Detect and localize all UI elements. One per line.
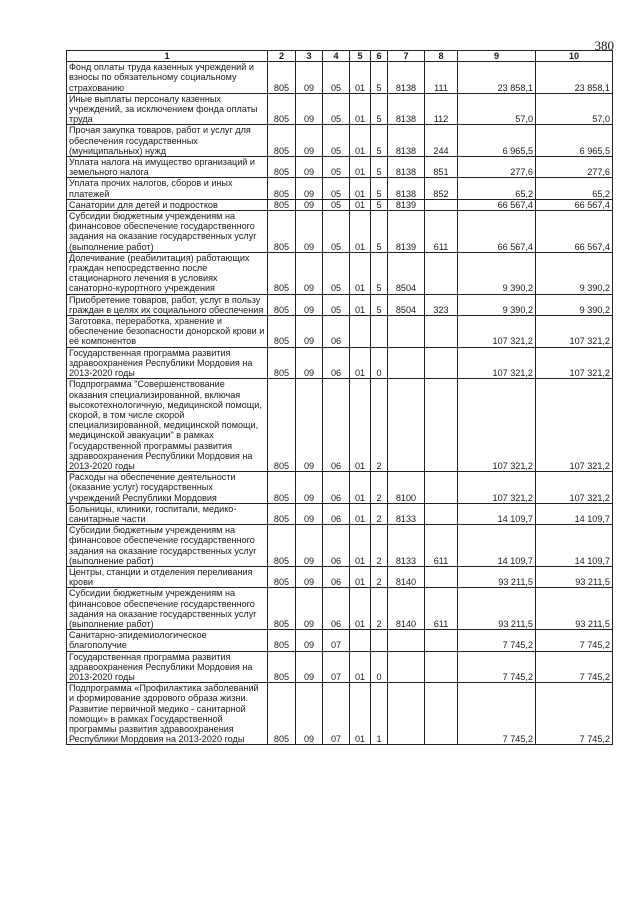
code-cell: 805 bbox=[268, 93, 296, 125]
code-cell: 805 bbox=[268, 651, 296, 683]
code-cell: 8504 bbox=[388, 294, 425, 315]
code-cell: 8138 bbox=[388, 125, 425, 157]
code-cell: 805 bbox=[268, 294, 296, 315]
amount-cell: 65,2 bbox=[458, 178, 536, 199]
code-cell: 8139 bbox=[388, 211, 425, 253]
code-cell: 5 bbox=[371, 62, 388, 94]
amount-cell: 7 745,2 bbox=[458, 630, 536, 651]
code-cell: 8100 bbox=[388, 472, 425, 504]
code-cell: 09 bbox=[296, 93, 323, 125]
header-cell: 3 bbox=[296, 51, 323, 62]
code-cell: 5 bbox=[371, 93, 388, 125]
code-cell bbox=[388, 316, 425, 348]
code-cell: 06 bbox=[323, 525, 350, 567]
code-cell: 09 bbox=[296, 566, 323, 587]
code-cell: 09 bbox=[296, 211, 323, 253]
code-cell bbox=[388, 347, 425, 379]
amount-cell: 107 321,2 bbox=[458, 347, 536, 379]
amount-cell: 9 390,2 bbox=[458, 252, 536, 294]
code-cell: 05 bbox=[323, 211, 350, 253]
header-cell: 1 bbox=[67, 51, 268, 62]
amount-cell: 93 211,5 bbox=[458, 588, 536, 630]
code-cell: 01 bbox=[350, 347, 371, 379]
header-cell: 2 bbox=[268, 51, 296, 62]
row-name-cell: Уплата налога на имущество организаций и земельного налога bbox=[67, 157, 268, 178]
code-cell bbox=[425, 566, 458, 587]
code-cell: 01 bbox=[350, 93, 371, 125]
code-cell bbox=[350, 630, 371, 651]
row-name-cell: Долечивание (реабилитация) работающих граждан непосредственно после стационарного лечения в условиях санаторно-курортного учреждения bbox=[67, 252, 268, 294]
code-cell: 05 bbox=[323, 62, 350, 94]
code-cell bbox=[425, 347, 458, 379]
code-cell: 8138 bbox=[388, 157, 425, 178]
code-cell: 805 bbox=[268, 683, 296, 745]
code-cell: 805 bbox=[268, 630, 296, 651]
code-cell: 09 bbox=[296, 651, 323, 683]
amount-cell: 66 567,4 bbox=[536, 199, 613, 210]
code-cell: 09 bbox=[296, 316, 323, 348]
code-cell: 2 bbox=[371, 472, 388, 504]
table-row bbox=[67, 125, 613, 157]
code-cell: 2 bbox=[371, 379, 388, 472]
code-cell: 09 bbox=[296, 125, 323, 157]
code-cell: 805 bbox=[268, 199, 296, 210]
code-cell: 07 bbox=[323, 683, 350, 745]
code-cell bbox=[388, 630, 425, 651]
table-row bbox=[67, 157, 613, 178]
code-cell: 09 bbox=[296, 503, 323, 524]
header-cell: 4 bbox=[323, 51, 350, 62]
code-cell bbox=[350, 316, 371, 348]
amount-cell: 65,2 bbox=[536, 178, 613, 199]
table-row bbox=[67, 472, 613, 504]
code-cell: 01 bbox=[350, 566, 371, 587]
row-name-cell: Уплата прочих налогов, сборов и иных платежей bbox=[67, 178, 268, 199]
header-cell: 10 bbox=[536, 51, 613, 62]
row-name-cell: Государственная программа развития здравоохранения Республики Мордовия на 2013-2020 годы bbox=[67, 651, 268, 683]
code-cell: 05 bbox=[323, 294, 350, 315]
table-row bbox=[67, 211, 613, 253]
code-cell: 805 bbox=[268, 316, 296, 348]
code-cell: 05 bbox=[323, 178, 350, 199]
code-cell bbox=[425, 651, 458, 683]
code-cell: 611 bbox=[425, 588, 458, 630]
code-cell: 5 bbox=[371, 211, 388, 253]
code-cell bbox=[425, 503, 458, 524]
code-cell: 06 bbox=[323, 503, 350, 524]
amount-cell: 14 109,7 bbox=[536, 525, 613, 567]
code-cell: 8138 bbox=[388, 93, 425, 125]
code-cell: 01 bbox=[350, 294, 371, 315]
code-cell: 5 bbox=[371, 294, 388, 315]
table-row bbox=[67, 62, 613, 94]
code-cell: 805 bbox=[268, 525, 296, 567]
code-cell: 09 bbox=[296, 294, 323, 315]
table-row bbox=[67, 316, 613, 348]
amount-cell: 14 109,7 bbox=[536, 503, 613, 524]
code-cell: 0 bbox=[371, 651, 388, 683]
code-cell: 5 bbox=[371, 125, 388, 157]
table-row bbox=[67, 178, 613, 199]
amount-cell: 107 321,2 bbox=[536, 347, 613, 379]
code-cell: 01 bbox=[350, 178, 371, 199]
code-cell: 0 bbox=[371, 347, 388, 379]
code-cell: 06 bbox=[323, 379, 350, 472]
header-cell: 5 bbox=[350, 51, 371, 62]
table-row bbox=[67, 630, 613, 651]
code-cell: 01 bbox=[350, 588, 371, 630]
code-cell: 06 bbox=[323, 588, 350, 630]
amount-cell: 107 321,2 bbox=[536, 316, 613, 348]
code-cell bbox=[371, 316, 388, 348]
code-cell bbox=[425, 252, 458, 294]
amount-cell: 7 745,2 bbox=[458, 683, 536, 745]
code-cell: 805 bbox=[268, 252, 296, 294]
table-row bbox=[67, 199, 613, 210]
amount-cell: 7 745,2 bbox=[536, 651, 613, 683]
row-name-cell: Санатории для детей и подростков bbox=[67, 199, 268, 210]
page-number: 380 bbox=[594, 38, 614, 53]
code-cell: 01 bbox=[350, 651, 371, 683]
code-cell: 01 bbox=[350, 62, 371, 94]
amount-cell: 14 109,7 bbox=[458, 525, 536, 567]
code-cell: 09 bbox=[296, 472, 323, 504]
code-cell: 611 bbox=[425, 525, 458, 567]
code-cell: 8138 bbox=[388, 178, 425, 199]
code-cell: 06 bbox=[323, 472, 350, 504]
amount-cell: 107 321,2 bbox=[458, 379, 536, 472]
header-cell: 7 bbox=[388, 51, 425, 62]
code-cell: 805 bbox=[268, 62, 296, 94]
amount-cell: 9 390,2 bbox=[458, 294, 536, 315]
code-cell: 852 bbox=[425, 178, 458, 199]
code-cell bbox=[388, 651, 425, 683]
code-cell: 5 bbox=[371, 252, 388, 294]
code-cell: 8140 bbox=[388, 588, 425, 630]
amount-cell: 66 567,4 bbox=[458, 211, 536, 253]
code-cell: 01 bbox=[350, 503, 371, 524]
code-cell bbox=[425, 199, 458, 210]
code-cell: 01 bbox=[350, 199, 371, 210]
table-row bbox=[67, 525, 613, 567]
code-cell: 05 bbox=[323, 252, 350, 294]
code-cell: 01 bbox=[350, 379, 371, 472]
table-row bbox=[67, 503, 613, 524]
amount-cell: 66 567,4 bbox=[458, 199, 536, 210]
code-cell: 05 bbox=[323, 157, 350, 178]
code-cell: 09 bbox=[296, 199, 323, 210]
code-cell: 07 bbox=[323, 630, 350, 651]
table-row bbox=[67, 347, 613, 379]
header-row bbox=[67, 51, 613, 62]
amount-cell: 6 965,5 bbox=[458, 125, 536, 157]
code-cell bbox=[425, 316, 458, 348]
amount-cell: 57,0 bbox=[536, 93, 613, 125]
code-cell: 09 bbox=[296, 588, 323, 630]
code-cell: 851 bbox=[425, 157, 458, 178]
amount-cell: 93 211,5 bbox=[458, 566, 536, 587]
code-cell: 09 bbox=[296, 178, 323, 199]
code-cell: 01 bbox=[350, 252, 371, 294]
row-name-cell: Приобретение товаров, работ, услуг в пользу граждан в целях их социального обеспечения bbox=[67, 294, 268, 315]
amount-cell: 7 745,2 bbox=[458, 651, 536, 683]
code-cell bbox=[425, 630, 458, 651]
code-cell bbox=[388, 683, 425, 745]
code-cell: 01 bbox=[350, 211, 371, 253]
amount-cell: 93 211,5 bbox=[536, 566, 613, 587]
code-cell: 09 bbox=[296, 525, 323, 567]
code-cell: 2 bbox=[371, 503, 388, 524]
code-cell: 323 bbox=[425, 294, 458, 315]
table-row bbox=[67, 252, 613, 294]
code-cell: 1 bbox=[371, 683, 388, 745]
code-cell: 805 bbox=[268, 125, 296, 157]
code-cell: 01 bbox=[350, 525, 371, 567]
code-cell bbox=[425, 379, 458, 472]
code-cell: 01 bbox=[350, 472, 371, 504]
code-cell: 611 bbox=[425, 211, 458, 253]
table-row bbox=[67, 294, 613, 315]
code-cell: 8133 bbox=[388, 525, 425, 567]
header-cell: 6 bbox=[371, 51, 388, 62]
code-cell: 8139 bbox=[388, 199, 425, 210]
code-cell bbox=[388, 379, 425, 472]
table-row bbox=[67, 651, 613, 683]
code-cell: 05 bbox=[323, 93, 350, 125]
code-cell: 05 bbox=[323, 199, 350, 210]
row-name-cell: Центры, станции и отделения переливания крови bbox=[67, 566, 268, 587]
code-cell bbox=[371, 630, 388, 651]
table-row bbox=[67, 379, 613, 472]
code-cell: 01 bbox=[350, 157, 371, 178]
amount-cell: 9 390,2 bbox=[536, 252, 613, 294]
code-cell: 09 bbox=[296, 157, 323, 178]
code-cell: 805 bbox=[268, 347, 296, 379]
code-cell: 805 bbox=[268, 588, 296, 630]
code-cell: 805 bbox=[268, 178, 296, 199]
table-row bbox=[67, 566, 613, 587]
code-cell bbox=[425, 683, 458, 745]
header-cell: 9 bbox=[458, 51, 536, 62]
row-name-cell: Иные выплаты персоналу казенных учреждений, за исключением фонда оплаты труда bbox=[67, 93, 268, 125]
row-name-cell: Субсидии бюджетным учреждениям на финансовое обеспечение государственного задания на оказание государственных услуг (выполнение работ) bbox=[67, 525, 268, 567]
row-name-cell: Прочая закупка товаров, работ и услуг для обеспечения государственных (муниципальных) нужд bbox=[67, 125, 268, 157]
row-name-cell: Расходы на обеспечение деятельности (оказание услуг) государственных учреждений Республики Мордовия bbox=[67, 472, 268, 504]
code-cell: 5 bbox=[371, 157, 388, 178]
code-cell: 805 bbox=[268, 566, 296, 587]
code-cell: 09 bbox=[296, 62, 323, 94]
amount-cell: 107 321,2 bbox=[536, 379, 613, 472]
amount-cell: 23 858,1 bbox=[458, 62, 536, 94]
code-cell: 09 bbox=[296, 347, 323, 379]
code-cell: 2 bbox=[371, 525, 388, 567]
code-cell: 5 bbox=[371, 199, 388, 210]
code-cell: 244 bbox=[425, 125, 458, 157]
code-cell: 09 bbox=[296, 379, 323, 472]
row-name-cell: Фонд оплаты труда казенных учреждений и взносы по обязательному социальному страхованию bbox=[67, 62, 268, 94]
code-cell: 8138 bbox=[388, 62, 425, 94]
table-row bbox=[67, 683, 613, 745]
code-cell: 09 bbox=[296, 252, 323, 294]
amount-cell: 277,6 bbox=[536, 157, 613, 178]
table-row bbox=[67, 93, 613, 125]
code-cell: 8504 bbox=[388, 252, 425, 294]
code-cell: 06 bbox=[323, 566, 350, 587]
amount-cell: 277,6 bbox=[458, 157, 536, 178]
code-cell: 805 bbox=[268, 157, 296, 178]
amount-cell: 66 567,4 bbox=[536, 211, 613, 253]
amount-cell: 7 745,2 bbox=[536, 630, 613, 651]
code-cell: 8140 bbox=[388, 566, 425, 587]
code-cell: 07 bbox=[323, 651, 350, 683]
table-row bbox=[67, 588, 613, 630]
code-cell: 5 bbox=[371, 178, 388, 199]
row-name-cell: Заготовка, переработка, хранение и обеспечение безопасности донорской крови и её компонентов bbox=[67, 316, 268, 348]
row-name-cell: Подпрограмма "Совершенствование оказания специализированной, включая высокотехнологичную, медицинской помощи, скорой, в том числе скорой специализированной, медицинской помощи, медицинской эвакуации" в рамках Государственной программы развития здравоохранения Республики Мордовия на 2013-2020 годы bbox=[67, 379, 268, 472]
amount-cell: 57,0 bbox=[458, 93, 536, 125]
row-name-cell: Субсидии бюджетным учреждениям на финансовое обеспечение государственного задания на оказание государственных услуг (выполнение работ) bbox=[67, 211, 268, 253]
amount-cell: 23 858,1 bbox=[536, 62, 613, 94]
amount-cell: 7 745,2 bbox=[536, 683, 613, 745]
amount-cell: 14 109,7 bbox=[458, 503, 536, 524]
code-cell: 05 bbox=[323, 125, 350, 157]
code-cell: 2 bbox=[371, 566, 388, 587]
amount-cell: 107 321,2 bbox=[536, 472, 613, 504]
code-cell: 112 bbox=[425, 93, 458, 125]
row-name-cell: Санитарно-эпидемиологическое благополучие bbox=[67, 630, 268, 651]
row-name-cell: Субсидии бюджетным учреждениям на финансовое обеспечение государственного задания на оказание государственных услуг (выполнение работ) bbox=[67, 588, 268, 630]
code-cell: 2 bbox=[371, 588, 388, 630]
code-cell: 111 bbox=[425, 62, 458, 94]
row-name-cell: Подпрограмма «Профилактика заболеваний и формирование здорового образа жизни. Развитие первичной медико - санитарной помощи» в рамках Государственной программы развития здравоохранения Республики Мордовия на 2013-2020 годы bbox=[67, 683, 268, 745]
amount-cell: 9 390,2 bbox=[536, 294, 613, 315]
amount-cell: 6 965,5 bbox=[536, 125, 613, 157]
amount-cell: 107 321,2 bbox=[458, 316, 536, 348]
amount-cell: 93 211,5 bbox=[536, 588, 613, 630]
code-cell: 805 bbox=[268, 472, 296, 504]
code-cell: 06 bbox=[323, 347, 350, 379]
code-cell: 805 bbox=[268, 379, 296, 472]
row-name-cell: Государственная программа развития здравоохранения Республики Мордовия на 2013-2020 годы bbox=[67, 347, 268, 379]
code-cell: 01 bbox=[350, 683, 371, 745]
header-cell: 8 bbox=[425, 51, 458, 62]
code-cell: 8133 bbox=[388, 503, 425, 524]
code-cell: 06 bbox=[323, 316, 350, 348]
row-name-cell: Больницы, клиники, госпитали, медико-санитарные части bbox=[67, 503, 268, 524]
budget-table bbox=[66, 50, 613, 745]
code-cell: 01 bbox=[350, 125, 371, 157]
code-cell: 09 bbox=[296, 683, 323, 745]
code-cell bbox=[425, 472, 458, 504]
code-cell: 805 bbox=[268, 211, 296, 253]
amount-cell: 107 321,2 bbox=[458, 472, 536, 504]
code-cell: 09 bbox=[296, 630, 323, 651]
code-cell: 805 bbox=[268, 503, 296, 524]
